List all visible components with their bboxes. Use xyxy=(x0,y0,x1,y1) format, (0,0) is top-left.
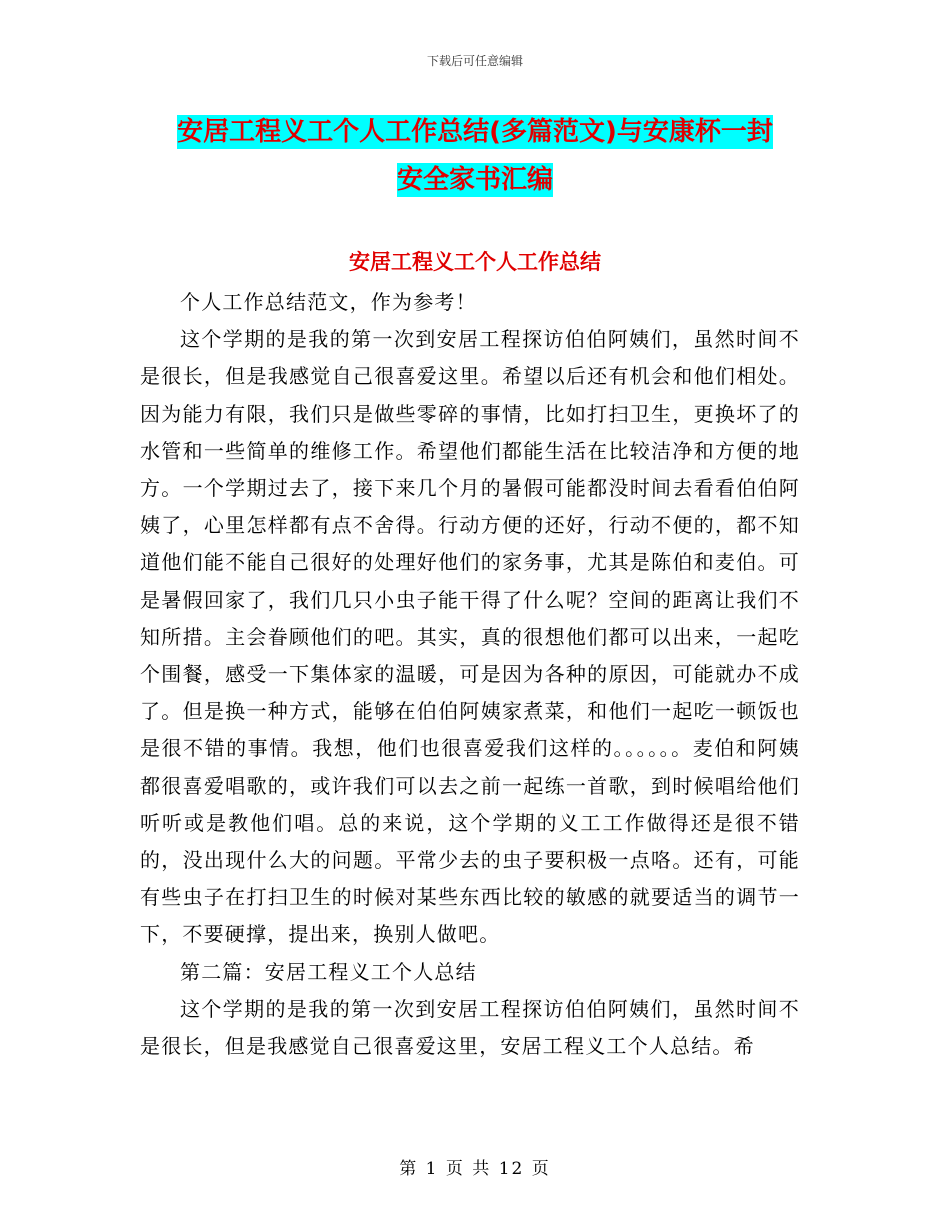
paragraph-main: 这个学期的是我的第一次到安居工程探访伯伯阿姨们，虽然时间不是很长，但是我感觉自己很喜爱这里。希望以后还有机会和他们相处。因为能力有限，我们只是做些零碎的事情，比如打扫卫生，更换坏了的水管和一些简单的维修工作。希望他们都能生活在比较洁净和方便的地方。一个学期过去了，接下来几个月的暑假可能都没时间去看看伯伯阿姨了，心里怎样都有点不舍得。行动方便的还好，行动不便的，都不知道他们能不能自己很好的处理好他们的家务事，尤其是陈伯和麦伯。可是暑假回家了，我们几只小虫子能干得了什么呢？空间的距离让我们不知所措。主会眷顾他们的吧。其实，真的很想他们都可以出来，一起吃个围餐，感受一下集体家的温暖，可是因为各种的原因，可能就办不成了。但是换一种方式，能够在伯伯阿姨家煮菜，和他们一起吃一顿饭也是很不错的事情。我想，他们也很喜爱我们这样的。。。。。。麦伯和阿姨都很喜爱唱歌的，或许我们可以去之前一起练一首歌，到时候唱给他们听听或是教他们唱。总的来说，这个学期的义工工作做得还是很不错的，没出现什么大的问题。平常少去的虫子要积极一点咯。还有，可能有些虫子在打扫卫生的时候对某些东西比较的敏感的就要适当的调节一下，不要硬撑，提出来，换别人做吧。 xyxy=(140,327,800,947)
paragraph-second-body: 这个学期的是我的第一次到安居工程探访伯伯阿姨们，虽然时间不是很长，但是我感觉自己很喜爱这里，安居工程义工个人总结。希 xyxy=(140,996,800,1059)
title-line-2: 安全家书汇编 xyxy=(396,165,553,195)
document-title xyxy=(0,108,950,204)
document-body xyxy=(140,284,800,1065)
section-heading: 安居工程义工个人工作总结 xyxy=(349,250,601,274)
page-number-footer: 第 1 页 共 12 页 xyxy=(399,1159,551,1179)
paragraph-second-heading: 第二篇：安居工程义工个人总结 xyxy=(180,959,477,984)
header-note: 下载后可任意编辑 xyxy=(426,54,523,68)
paragraph-intro: 个人工作总结范文，作为参考！ xyxy=(180,290,477,314)
title-line-1: 安居工程义工个人工作总结(多篇范文)与安康杯一封 xyxy=(177,117,773,147)
